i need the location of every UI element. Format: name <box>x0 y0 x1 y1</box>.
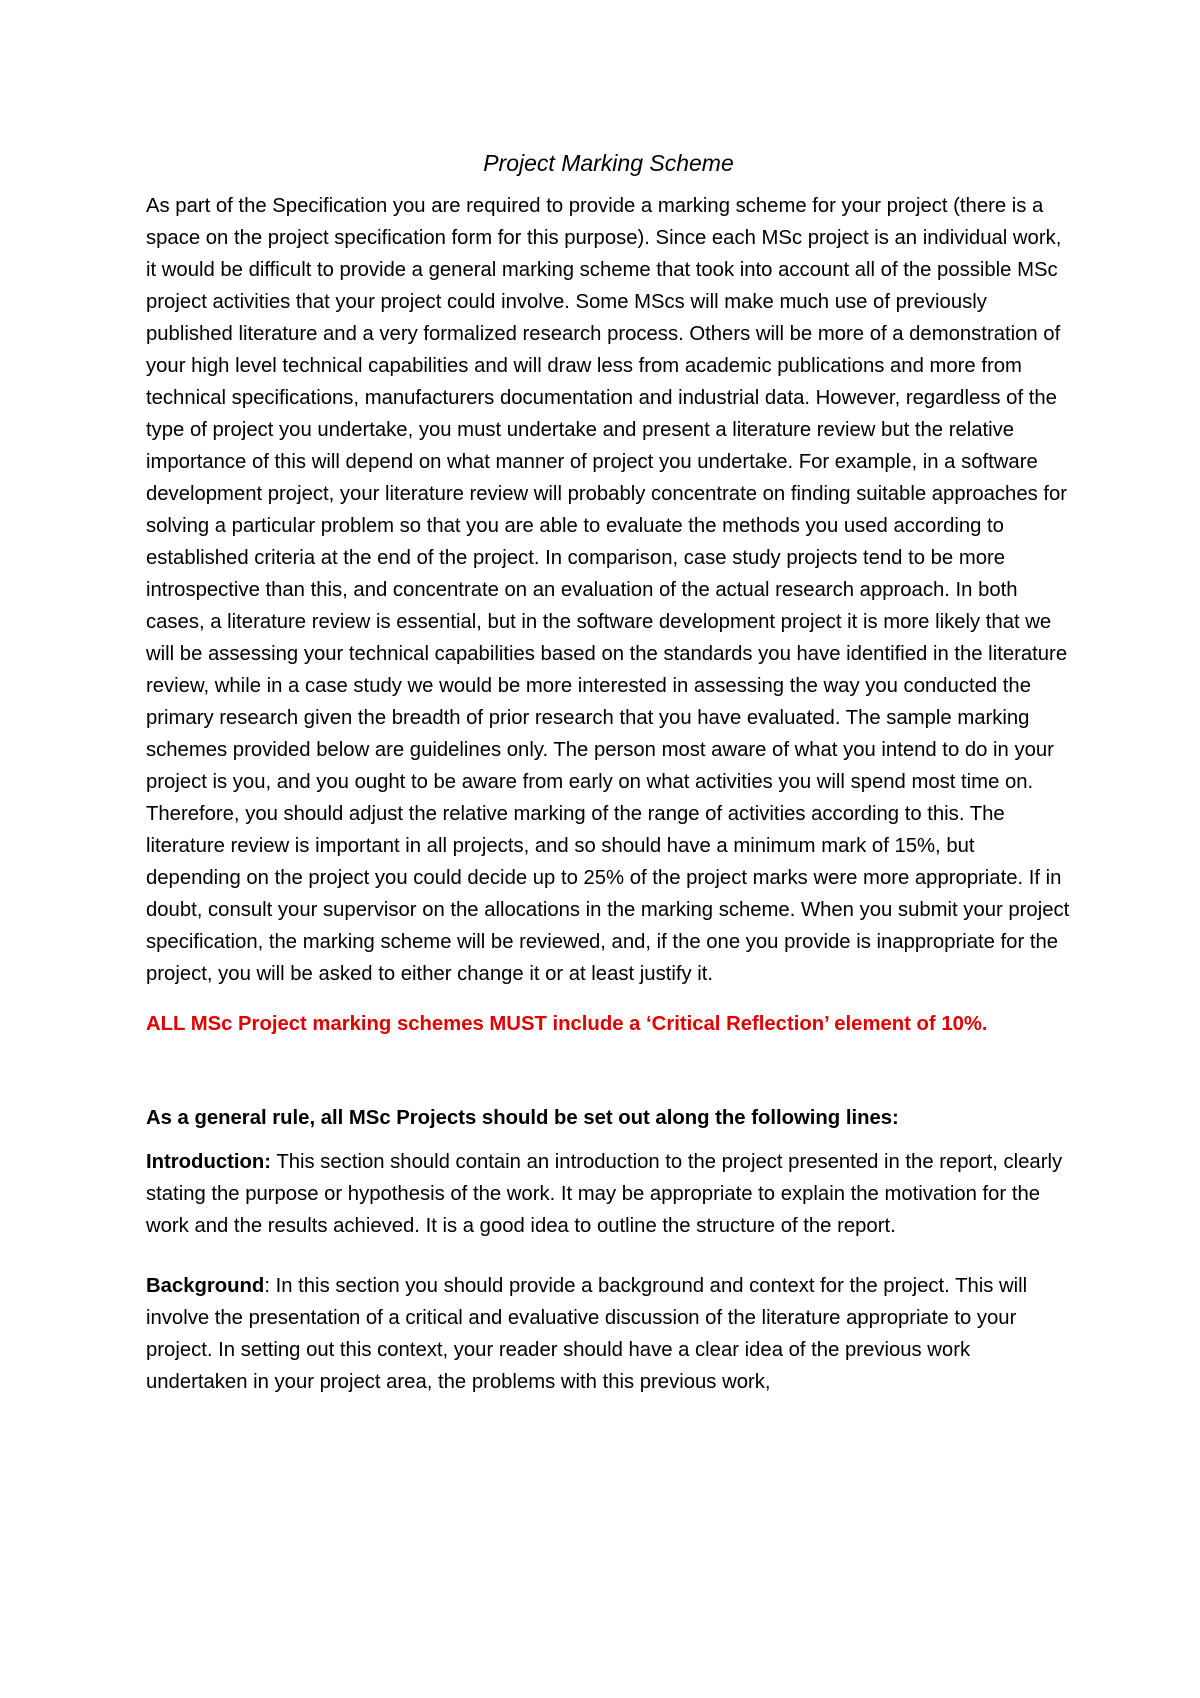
document-body <box>146 148 1071 1398</box>
section-introduction <box>146 1146 1071 1242</box>
section-background-heading: Background <box>146 1275 265 1297</box>
section-introduction-heading: Introduction: <box>146 1151 272 1173</box>
critical-reflection-warning: ALL MSc Project marking schemes MUST include a ‘Critical Reflection’ element of 10%. <box>146 1013 988 1035</box>
general-rule-heading: As a general rule, all MSc Projects should be set out along the following lines: <box>146 1107 899 1129</box>
section-introduction-text: This section should contain an introduction to the project presented in the report, clearly stating the purpose or hypothesis of the work. It may be appropriate to explain the motivation for the work and the results achieved. It is a good idea to outline the structure of the report. <box>146 1151 1063 1237</box>
intro-paragraph: As part of the Specification you are required to provide a marking scheme for your project (there is a space on the project specification form for this purpose). Since each MSc project is an individual work, it would be difficult to provide a general marking scheme that took into account all of the possible MSc project activities that your project could involve. Some MScs will make much use of previously published literature and a very formalized research process. Others will be more of a demonstration of your high level technical capabilities and will draw less from academic publications and more from technical specifications, manufacturers documentation and industrial data. However, regardless of the type of project you undertake, you must undertake and present a literature review but the relative importance of this will depend on what manner of project you undertake. For example, in a software development project, your literature review will probably concentrate on finding suitable approaches for solving a particular problem so that you are able to evaluate the methods you used according to established criteria at the end of the project. In comparison, case study projects tend to be more introspective than this, and concentrate on an evaluation of the actual research approach. In both cases, a literature review is essential, but in the software development project it is more likely that we will be assessing your technical capabilities based on the standards you have identified in the literature review, while in a case study we would be more interested in assessing the way you conducted the primary research given the breadth of prior research that you have evaluated. The sample marking schemes provided below are guidelines only. The person most aware of what you intend to do in your project is you, and you ought to be aware from early on what activities you will spend most time on. Therefore, you should adjust the relative marking of the range of activities according to this. The literature review is important in all projects, and so should have a minimum mark of 15%, but depending on the project you could decide up to 25% of the project marks were more appropriate. If in doubt, consult your supervisor on the allocations in the marking scheme. When you submit your project specification, the marking scheme will be reviewed, and, if the one you provide is inappropriate for the project, you will be asked to either change it or at least justify it. <box>146 195 1070 985</box>
section-background <box>146 1270 1071 1398</box>
document-title: Project Marking Scheme <box>483 150 734 176</box>
section-background-text: : In this section you should provide a background and context for the project. This will involve the presentation of a critical and evaluative discussion of the literature appropriate to your project. In setting out this context, your reader should have a clear idea of the previous work undertaken in your project area, the problems with this previous work, <box>146 1275 1028 1393</box>
